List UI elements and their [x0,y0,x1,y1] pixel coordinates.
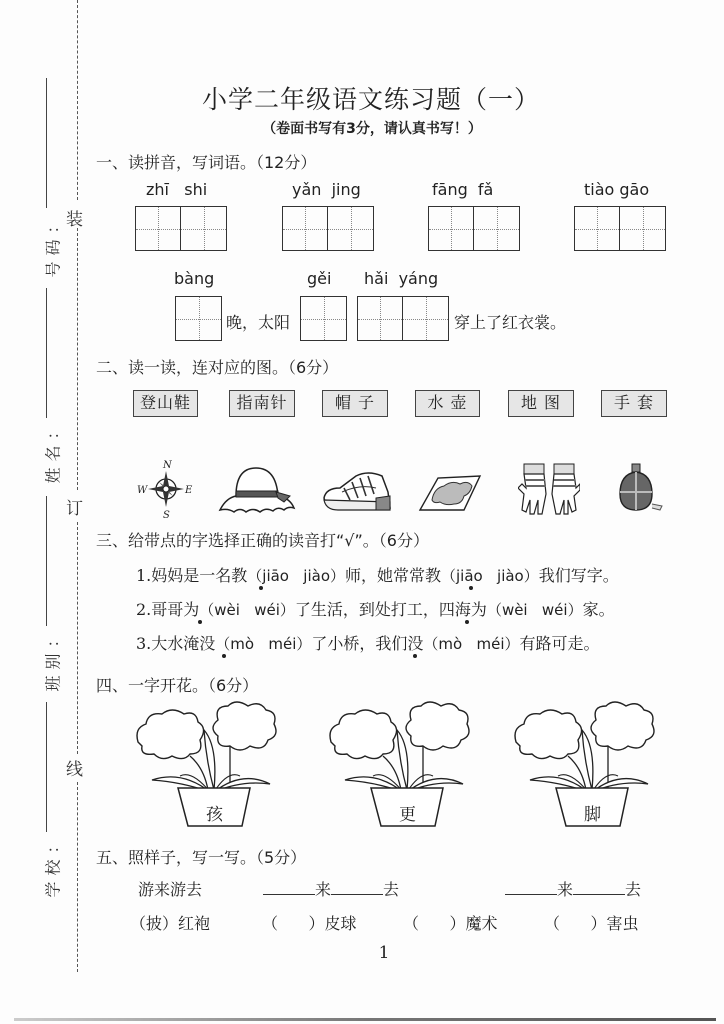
word-tag-hiking-shoes[interactable]: 登山鞋 [133,390,198,417]
blank-input[interactable] [263,881,315,895]
writing-grid-2[interactable] [282,206,374,251]
writing-grid-1[interactable] [135,206,227,251]
word-tag-compass[interactable]: 指南针 [229,390,295,417]
blank-input[interactable] [331,881,383,895]
pinyin-word-4: tiào gāo [584,180,650,199]
blank-input[interactable] [505,881,557,895]
word-tag-hat[interactable]: 帽 子 [322,390,388,417]
pinyin-word-3: fāng fǎ [432,180,494,199]
svg-text:E: E [185,485,193,496]
writing-grid-4[interactable] [574,206,666,251]
section4-heading: 四、一字开花。（6分） [96,676,259,695]
word-tag-canteen[interactable]: 水 壶 [415,390,480,417]
word-tag-map[interactable]: 地 图 [508,390,574,417]
paren-blank-3[interactable]: （ ）害虫 [544,914,639,933]
name-field-line[interactable] [46,288,47,418]
section2-heading: 二、读一读，连对应的图。（6分） [96,358,339,377]
class-field-label: 班别： [43,625,63,692]
section5-heading: 五、照样子，写一写。（5分） [96,848,307,867]
sentence-text-2: 穿上了红衣裳。 [454,313,567,332]
water-canteen-picture-icon[interactable] [612,458,664,520]
paren-blank-1[interactable]: （ ）皮球 [262,914,357,933]
emphasis-dot [222,654,226,658]
pattern-fill-1: 来 去 [263,877,399,900]
pinyin-word-2: yǎn jing [292,180,361,199]
question-2: 2.哥哥为（wèi wéi）了生活，到处打工，四海为（wèi wéi）家。 [136,600,615,619]
binding-dashed-line [77,228,78,490]
section1-heading: 一、读拼音，写词语。（12分） [96,153,317,172]
example-word-1: 游来游去 [138,880,203,899]
pinyin-bang: bàng [174,269,215,288]
pot-character-1: 孩 [206,805,223,825]
emphasis-dot [198,620,202,624]
word-tag-gloves[interactable]: 手 套 [601,390,667,417]
emphasis-dot [465,620,469,624]
page-number: 1 [378,943,390,963]
pinyin-choice-1a[interactable]: （jiāo jiào） [247,567,345,585]
writing-grid-3[interactable] [428,206,520,251]
svg-text:S: S [163,510,170,520]
pinyin-choice-2a[interactable]: （wèi wéi） [199,601,295,619]
svg-text:W: W [137,485,148,496]
writing-grid-haiyang[interactable] [357,296,449,341]
emphasis-dot [469,586,473,590]
pinyin-gei: gěi [307,269,332,288]
pinyin-choice-2b[interactable]: （wèi wéi） [486,601,583,619]
hiking-shoe-picture-icon[interactable] [320,458,394,520]
gloves-picture-icon[interactable] [518,458,580,520]
pinyin-haiyang: hǎi yáng [364,269,439,288]
page-subtitle: （卷面书写有3分，请认真书写！） [262,121,482,137]
binding-marker-xian: 线 [66,760,83,780]
pot-character-2: 更 [399,805,416,825]
number-field-label: 号码： [43,211,63,278]
binding-marker-ding: 订 [66,499,83,519]
pinyin-choice-1b[interactable]: （jiāo jiào） [441,567,539,585]
page-title: 小学二年级语文练习题（一） [201,85,540,114]
section3-heading: 三、给带点的字选择正确的读音打“√”。（6分） [96,531,429,550]
class-field-line[interactable] [46,496,47,626]
map-picture-icon[interactable] [418,458,482,520]
pinyin-choice-3b[interactable]: （mò méi） [423,635,520,653]
pinyin-word-1: zhī shi [146,180,208,199]
writing-grid-bang[interactable] [175,296,222,341]
question-3: 3.大水淹没（mò méi）了小桥，我们没（mò méi）有路可走。 [136,634,600,653]
compass-picture-icon[interactable] [136,458,196,520]
binding-marker-zhuang: 装 [66,210,83,230]
binding-dashed-line [77,522,78,754]
pattern-fill-2: 来 去 [505,877,641,900]
page-bottom-edge [14,1018,716,1021]
emphasis-dot [413,654,417,658]
pinyin-choice-3a[interactable]: （mò méi） [215,635,312,653]
emphasis-dot [259,586,263,590]
example-word-2: （披）红袍 [130,914,211,933]
svg-text:N: N [163,460,172,471]
sentence-text-1: 晚，太阳 [226,313,291,332]
question-1: 1.妈妈是一名教（jiāo jiào）师，她常常教（jiāo jiào）我们写字。 [136,566,619,585]
pot-character-3: 脚 [584,805,601,825]
school-field-label: 学校： [43,831,63,898]
blank-input[interactable] [573,881,625,895]
writing-grid-gei[interactable] [300,296,347,341]
school-field-line[interactable] [46,702,47,832]
hat-picture-icon[interactable] [218,458,296,520]
paren-blank-2[interactable]: （ ）魔术 [403,914,498,933]
name-field-label: 姓名： [43,417,63,484]
